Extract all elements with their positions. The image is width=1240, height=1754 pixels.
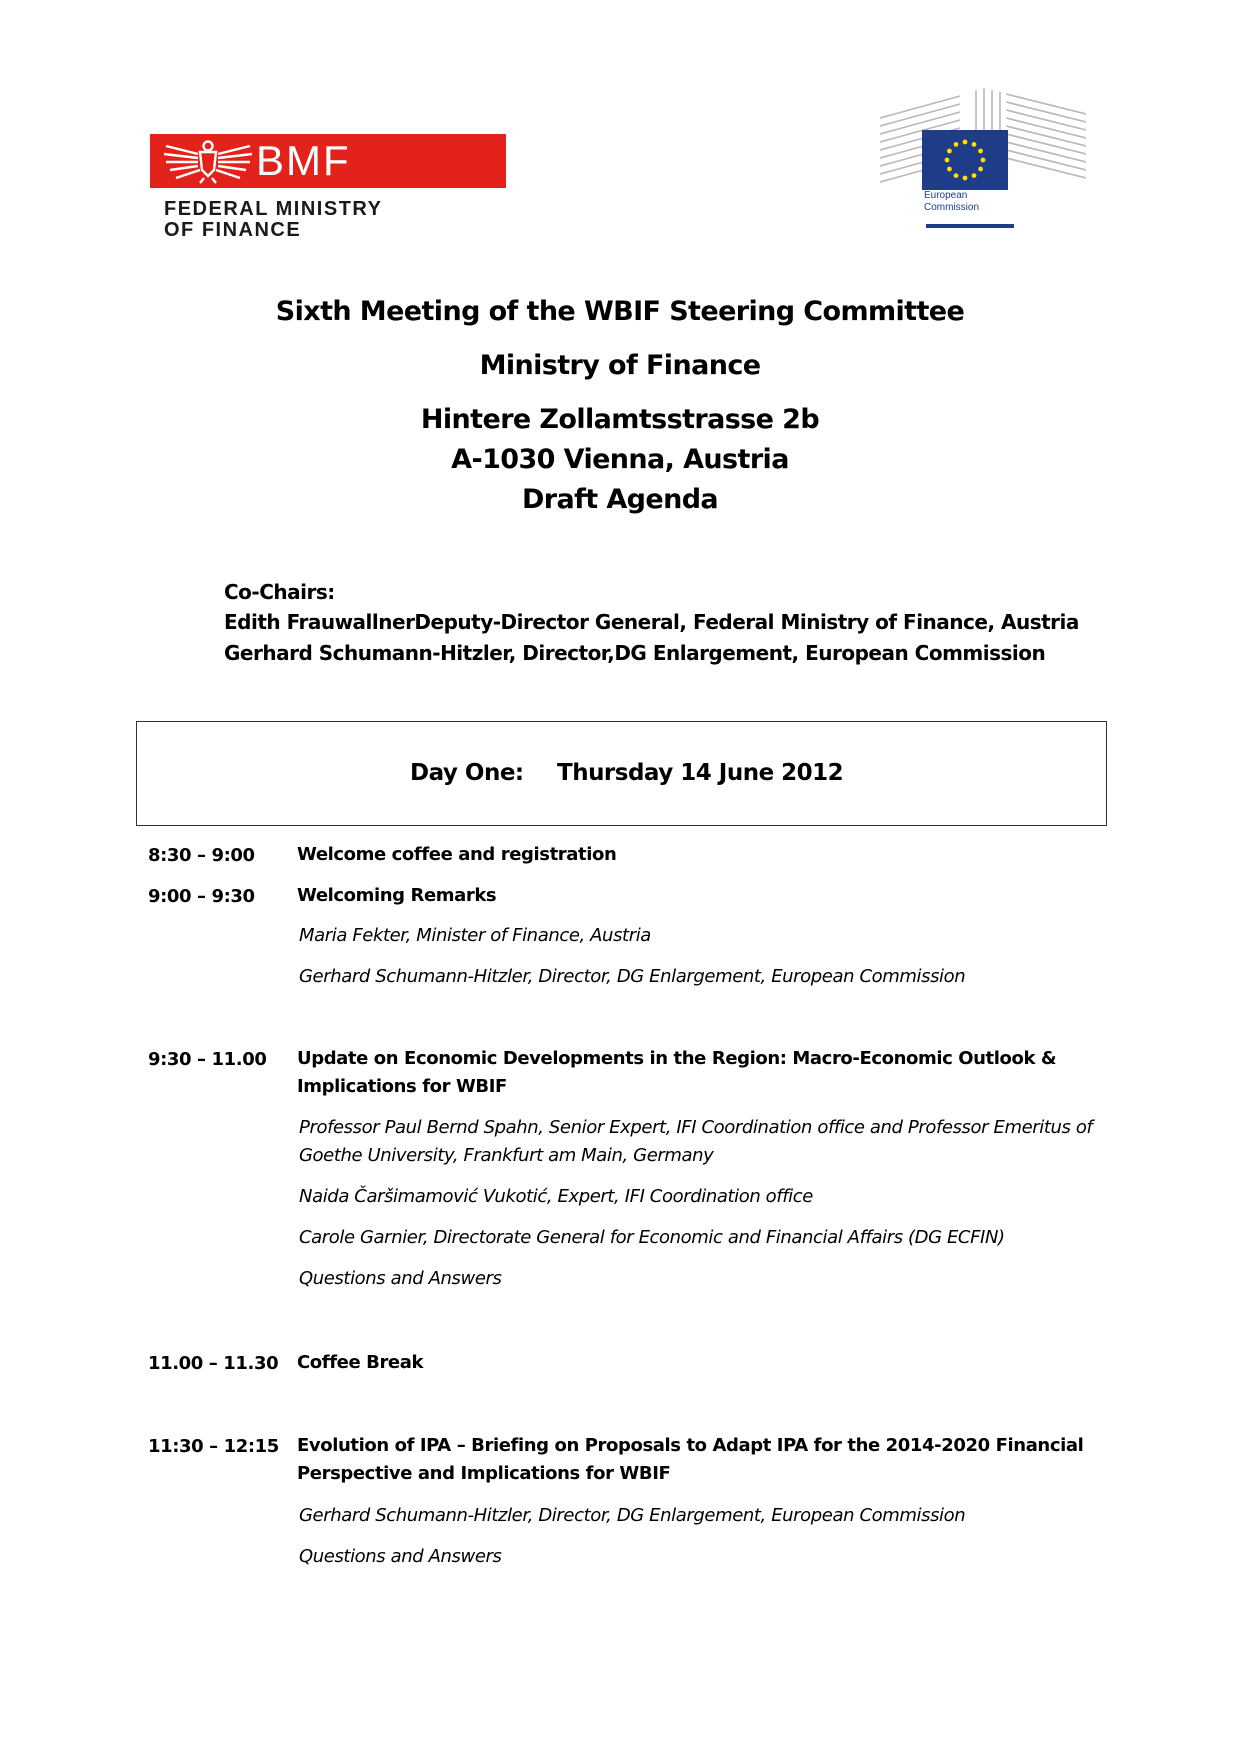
- cochair-entry: Gerhard Schumann-Hitzler, Director,DG Enlargement, European Commission: [224, 641, 1046, 665]
- address-line-1: Hintere Zollamtsstrasse 2b: [420, 404, 820, 435]
- austrian-eagle-icon: [160, 138, 256, 184]
- agenda-speaker: Gerhard Schumann-Hitzler, Director, DG Enlargement, European Commission: [299, 966, 966, 987]
- agenda-speaker: Carole Garnier, Directorate General for Economic and Financial Affairs (DG ECFIN): [299, 1227, 1005, 1248]
- agenda-speaker: Maria Fekter, Minister of Finance, Austria: [299, 925, 651, 946]
- agenda-item-title: Coffee Break: [297, 1352, 424, 1373]
- ec-logo-text-line2: Commission: [924, 202, 980, 213]
- day-label: Day One:: [410, 760, 524, 786]
- ec-logo-underline: [926, 224, 1014, 228]
- agenda-item-title: Welcome coffee and registration: [297, 844, 617, 865]
- agenda-speaker: Gerhard Schumann-Hitzler, Director, DG Enlargement, European Commission: [299, 1505, 966, 1526]
- agenda-time: 9:30 – 11.00: [148, 1049, 267, 1070]
- venue-title: Ministry of Finance: [479, 350, 761, 381]
- agenda-subtitle: Draft Agenda: [521, 484, 719, 515]
- european-commission-logo: [880, 88, 1086, 230]
- bmf-name-line1: FEDERAL MINISTRY: [164, 198, 383, 220]
- agenda-speaker: Questions and Answers: [299, 1268, 502, 1289]
- agenda-speaker: Questions and Answers: [299, 1546, 502, 1567]
- agenda-item-title: Update on Economic Developments in the Region: Macro-Economic Outlook & Implications for WBIF: [297, 1048, 1057, 1097]
- agenda-time: 11.00 – 11.30: [148, 1353, 279, 1374]
- bmf-name-line2: OF FINANCE: [164, 219, 302, 241]
- agenda-item-title: Evolution of IPA – Briefing on Proposals to Adapt IPA for the 2014-2020 Financial Perspective and Implications for WBIF: [297, 1435, 1084, 1484]
- agenda-time: 9:00 – 9:30: [148, 886, 255, 907]
- bmf-abbreviation: BMF: [256, 137, 351, 184]
- bmf-logo: [150, 134, 506, 240]
- cochair-entry: Edith FrauwallnerDeputy-Director General, Federal Ministry of Finance, Austria: [224, 610, 1079, 634]
- address-line-2: A-1030 Vienna, Austria: [451, 444, 789, 475]
- day-date: Thursday 14 June 2012: [557, 760, 844, 786]
- agenda-time: 11:30 – 12:15: [148, 1436, 279, 1457]
- ec-logo-text-line1: European: [924, 190, 968, 201]
- bmf-red-bar: [150, 134, 506, 188]
- meeting-title: Sixth Meeting of the WBIF Steering Committee: [275, 296, 965, 327]
- agenda-speaker: Naida Čaršimamović Vukotić, Expert, IFI Coordination office: [299, 1186, 813, 1207]
- agenda-item-title: Welcoming Remarks: [297, 885, 497, 906]
- agenda-time: 8:30 – 9:00: [148, 845, 255, 866]
- eu-flag-icon: [922, 130, 1008, 190]
- agenda-speaker: Professor Paul Bernd Spahn, Senior Expert, IFI Coordination office and Professor Emeritus of Goethe University, Frankfurt am Main, Germany: [299, 1117, 1093, 1166]
- cochairs-label: Co-Chairs:: [224, 580, 335, 604]
